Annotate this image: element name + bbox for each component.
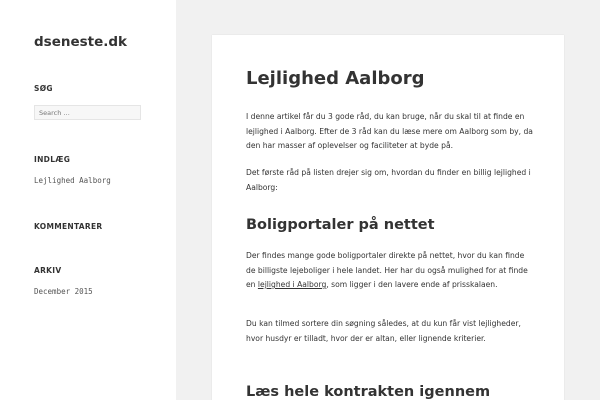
article-paragraph <box>246 249 536 293</box>
article-paragraph: I denne artikel får du 3 gode råd, du kan bruge, når du skal til at finde en lejlighed i Aalborg. Efter de 3 råd kan du læse mere om Aalborg som by, da den har masser af oplevelser og faciliteter at byde på. <box>246 112 533 150</box>
sidebar <box>0 0 176 400</box>
article-paragraph: Du kan tilmed sortere din søgning således, at du kun får vist lejligheder, hvor husdyr er tilladt, hvor der er altan, eller lignende kriterier. <box>246 319 521 343</box>
archive-widget-title: ARKIV <box>34 266 62 275</box>
article-card <box>212 35 564 400</box>
article-paragraph: Det første råd på listen drejer sig om, hvordan du finder en billig lejlighed i Aalborg: <box>246 168 531 192</box>
comments-widget-title: KOMMENTARER <box>34 222 103 231</box>
recent-posts-title: INDLÆG <box>34 155 71 164</box>
paragraph-text: Der findes mange gode boligportaler direkte på nettet, hvor du kan finde de billigste lejeboliger i hele landet. Her har du også mulighed for at finde en <box>246 251 528 289</box>
article-title: Lejlighed Aalborg <box>246 68 425 89</box>
article-link[interactable]: lejlighed i Aalborg <box>257 280 327 289</box>
archive-link[interactable]: December 2015 <box>34 287 93 296</box>
site-title[interactable]: dseneste.dk <box>34 34 128 50</box>
section-heading: Boligportaler på nettet <box>246 217 435 233</box>
recent-post-link[interactable]: Lejlighed Aalborg <box>34 176 111 185</box>
paragraph-text: , som ligger i den lavere ende af prisskalaen. <box>326 280 498 289</box>
section-heading: Læs hele kontrakten igennem <box>246 384 491 400</box>
search-widget-title: SØG <box>34 84 53 93</box>
search-input[interactable] <box>34 105 141 120</box>
